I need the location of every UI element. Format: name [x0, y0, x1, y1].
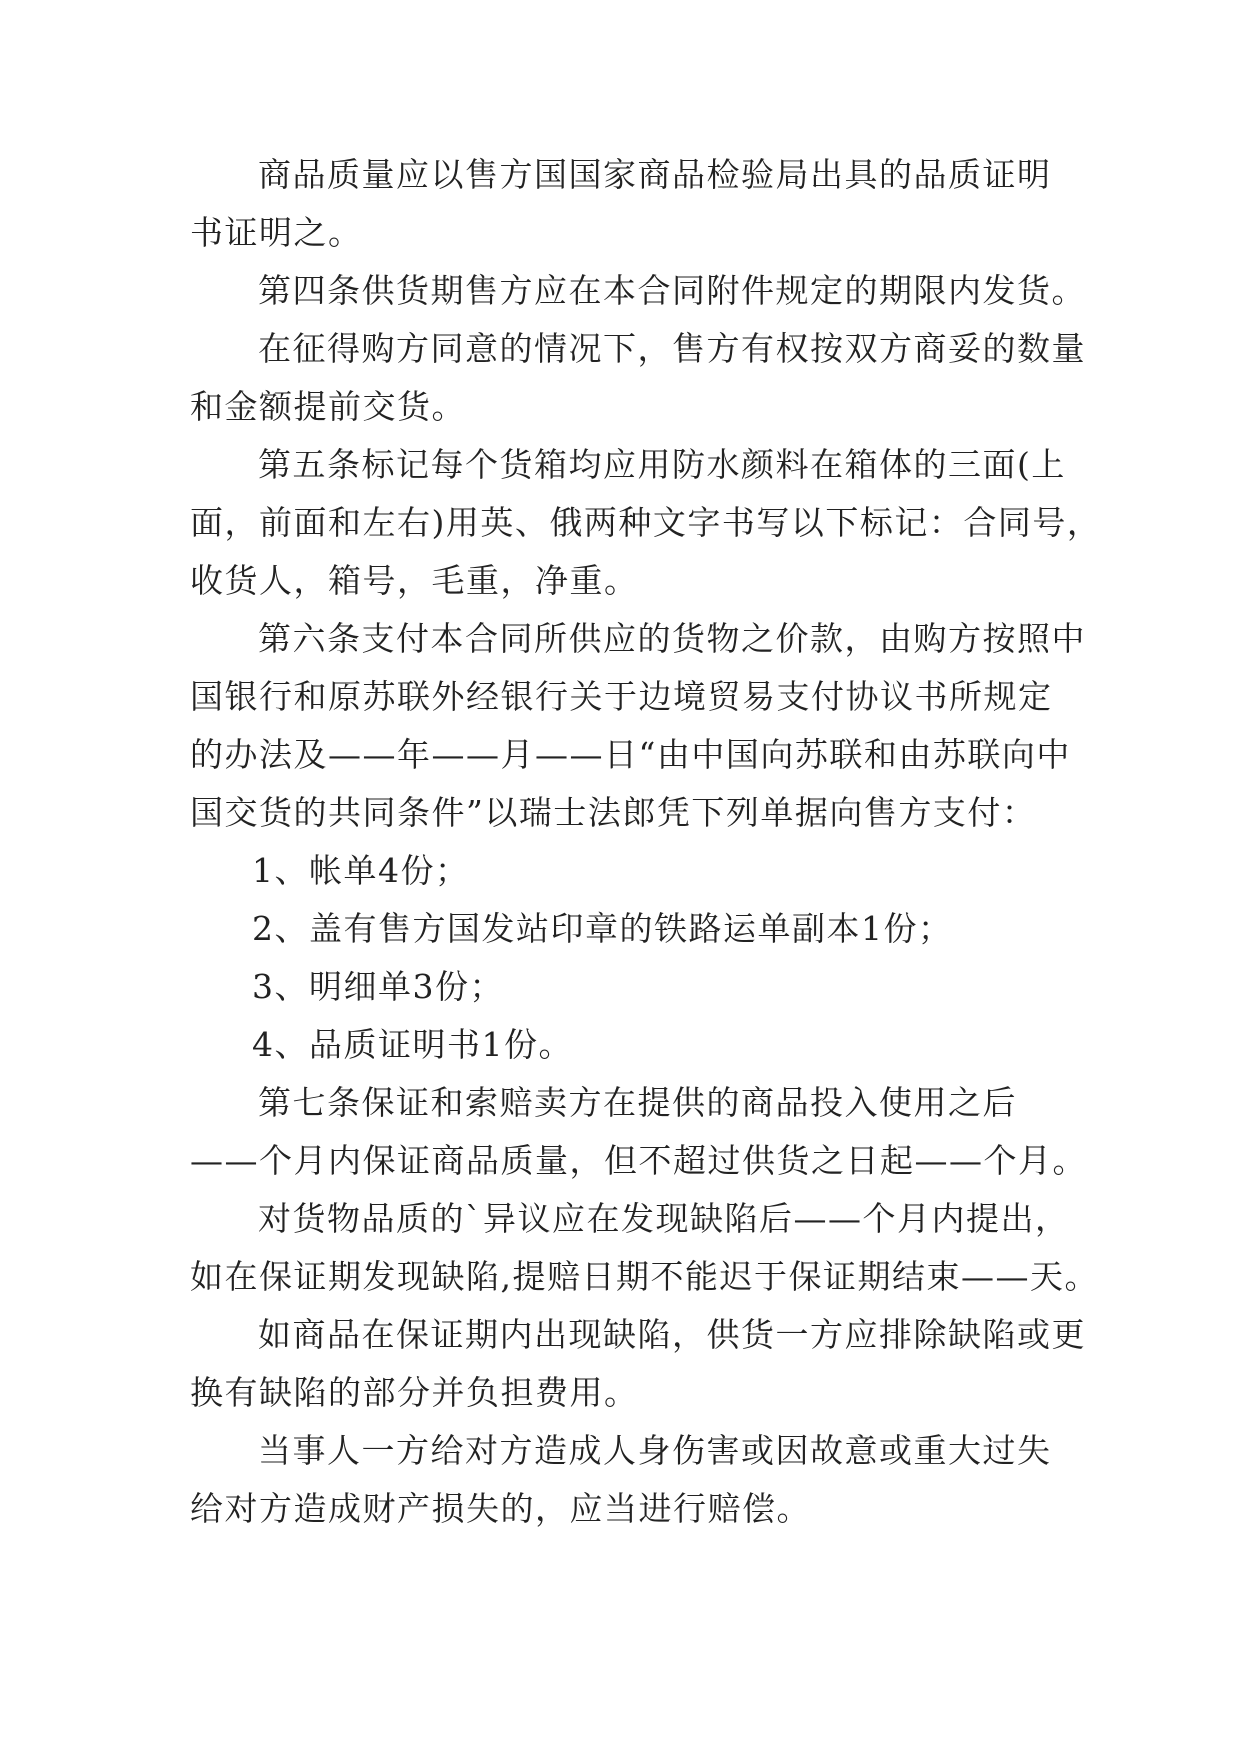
paragraph-objection: [190, 1190, 1099, 1306]
text-line: 第七条保证和索赔卖方在提供的商品投入使用之后: [258, 1083, 1017, 1122]
text-line: ——个月内保证商品质量，但不超过供货之日起——个月。: [190, 1141, 1087, 1180]
text-line: 3、明细单3份；: [252, 967, 504, 1006]
paragraph-article-6: [190, 610, 1086, 842]
text-line: 第四条供货期售方应在本合同附件规定的期限内发货。: [258, 271, 1086, 310]
text-line: 书证明之。: [190, 213, 363, 252]
list-item-quality-certificate: [190, 1016, 1070, 1074]
paragraph-article-7: [190, 1074, 1087, 1190]
paragraph-defect-repair: [190, 1306, 1086, 1422]
text-line: 和金额提前交货。: [190, 387, 466, 426]
paragraph-article-4: [190, 262, 1086, 320]
text-line: 在征得购方同意的情况下，售方有权按双方商妥的数量: [258, 329, 1086, 368]
text-line: 第六条支付本合同所供应的货物之价款，由购方按照中: [258, 619, 1086, 658]
document-body: [190, 146, 1102, 1538]
paragraph-early-delivery: [190, 320, 1086, 436]
text-line: 如商品在保证期内出现缺陷，供货一方应排除缺陷或更: [258, 1315, 1086, 1354]
list-item-detail-list: [190, 958, 1070, 1016]
text-line: 的办法及——年——月——日“由中国向苏联和由苏联向中: [190, 735, 1071, 774]
text-line: 国交货的共同条件”以瑞士法郎凭下列单据向售方支付：: [190, 793, 1037, 832]
text-line: 给对方造成财产损失的，应当进行赔偿。: [190, 1489, 811, 1528]
paragraph-article-5: [190, 436, 1102, 610]
text-line: 对货物品质的`异议应在发现缺陷后——个月内提出，: [258, 1199, 1070, 1238]
paragraph-compensation: [190, 1422, 1070, 1538]
paragraph-quality-certificate: [190, 146, 1070, 262]
text-line: 4、品质证明书1份。: [252, 1025, 573, 1064]
list-item-invoice: [190, 842, 1070, 900]
text-line: 国银行和原苏联外经银行关于边境贸易支付协议书所规定: [190, 677, 1053, 716]
text-line: 商品质量应以售方国国家商品检验局出具的品质证明: [258, 155, 1052, 194]
text-line: 如在保证期发现缺陷,提赔日期不能迟于保证期结束——天。: [190, 1257, 1099, 1296]
text-line: 1、帐单4份；: [252, 851, 470, 890]
text-line: 面，前面和左右)用英、俄两种文字书写以下标记：合同号，: [190, 503, 1102, 542]
text-line: 2、盖有售方国发站印章的铁路运单副本1份；: [252, 909, 953, 948]
text-line: 换有缺陷的部分并负担费用。: [190, 1373, 639, 1412]
text-line: 第五条标记每个货箱均应用防水颜料在箱体的三面(上: [258, 445, 1066, 484]
text-line: 收货人，箱号，毛重，净重。: [190, 561, 639, 600]
text-line: 当事人一方给对方造成人身伤害或因故意或重大过失: [258, 1431, 1052, 1470]
list-item-waybill: [190, 900, 1070, 958]
